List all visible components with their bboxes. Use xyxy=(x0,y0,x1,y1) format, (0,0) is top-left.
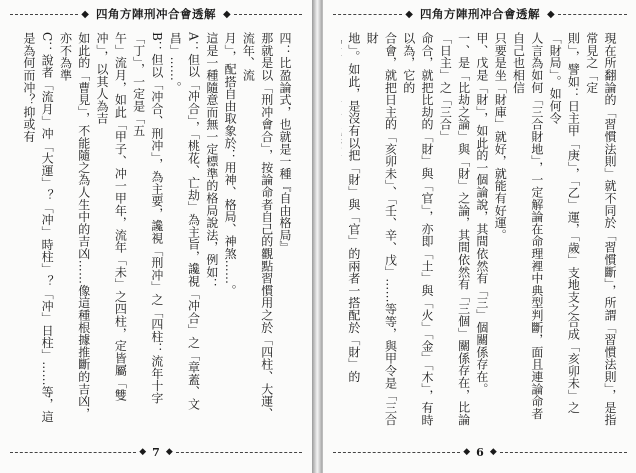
text-line: 則」，譬如：日主甲「庚」，「乙」運，「歲」支地支之合成「亥卯未」之「財局」。如何令 xyxy=(548,32,581,414)
footer-rule xyxy=(333,452,460,453)
text-line: 現在所翻論的「習慣法則」就不同於「習慣斷」，所謂「習慣法則」，是指常見之「定 xyxy=(584,32,617,426)
right-page xyxy=(322,0,636,473)
footer-rule xyxy=(500,452,627,453)
running-title: 四角方陣刑冲合會透解 xyxy=(420,7,540,21)
text-line: 那就是以「刑冲會合」，按論命者自己的觀點習慣用之於「四柱、大運、流年、流 xyxy=(241,32,274,420)
diamond-ornament-icon: ◆ xyxy=(547,8,555,20)
diamond-ornament-icon: ◆ xyxy=(223,8,231,20)
diamond-ornament-icon: ◆ xyxy=(81,8,89,20)
text-line: 一、是「比劫之論」與「財」之論，其間依然有「三個」關係存在，比論「日主」之「三合」 xyxy=(438,32,471,426)
diamond-ornament-icon: ◆ xyxy=(405,8,413,20)
header-rule xyxy=(333,14,402,15)
text-line: 只要是坐「財庫」就好，就能有好運。 xyxy=(493,32,508,242)
left-text-column xyxy=(18,32,294,427)
text-line: B：但以「冲合、刑冲」，為主要，讒視「刑冲」之「四柱：流年十字「丁」，一定是「五 xyxy=(131,32,164,405)
text-line: 午」流月，如此「甲子、冲一甲年，流年「未」之四柱，定皆屬「雙冲」，以其人為吉 xyxy=(95,32,128,401)
header-rule xyxy=(558,14,627,15)
right-text-column xyxy=(341,32,619,427)
right-footer xyxy=(333,445,627,459)
text-line: C：說者「流月」冲「大運」？「冲」時柱」？「冲」日柱」……等，這是為何而冲？抑或有 xyxy=(21,32,55,423)
diamond-ornament-icon: ◆ xyxy=(139,447,147,457)
left-footer xyxy=(10,445,302,459)
text-line: 四：比盈論式，也就是一種『自由格局』 xyxy=(278,32,292,254)
footer-rule xyxy=(176,452,302,453)
text-line: 月」，配搭自由取象於：用神、格局、神煞……。 xyxy=(223,32,238,297)
page-number: 6 xyxy=(476,445,484,459)
text-line: 人言為如何「三合財地」，一定解論在命理裡中典型判斷，面且連論命者自己也相信 xyxy=(511,32,544,420)
footer-rule xyxy=(10,452,136,453)
text-line: 這是一種隨意而無一定標準的格局說法，例如： xyxy=(204,32,219,291)
diamond-ornament-icon: ◆ xyxy=(463,447,471,457)
header-rule xyxy=(10,14,78,15)
running-title: 四角方陣刑冲合會透解 xyxy=(96,7,216,21)
text-line: 命合，就把比劫的「財」與「官」，亦即「土」與「火」「金」「木」，有時以為，它的 xyxy=(401,32,435,427)
text-line: 甲、戊是「財」，如此的一個論說，其間依然有「三」個關係存在。 xyxy=(474,32,489,395)
text-line: 合會，就把日主的「亥卯未」、「壬、辛、戊」……等等，與甲令是「三合財 xyxy=(365,32,398,426)
left-page xyxy=(0,0,313,473)
text-line: A：但以「冲合」，「桃花、亡劫」為主旨，讒視「冲合」之「章蓋、文昌」……。 xyxy=(168,32,201,411)
page-number: 7 xyxy=(152,445,160,459)
right-running-header xyxy=(333,5,627,23)
diamond-ornament-icon: ◆ xyxy=(165,447,173,457)
book-spine xyxy=(312,0,322,473)
text-line: 地」。如此，是沒有以把「財」與「官」的兩者一搭配於「財」的 xyxy=(346,32,361,383)
left-running-header xyxy=(10,5,302,23)
header-rule xyxy=(234,14,302,15)
diamond-ornament-icon: ◆ xyxy=(489,447,497,457)
text-line: 如此的「曹見」，不能隨之為人生中的吉凶……像這種根據推斷的吉凶，亦不為準 xyxy=(58,32,91,420)
